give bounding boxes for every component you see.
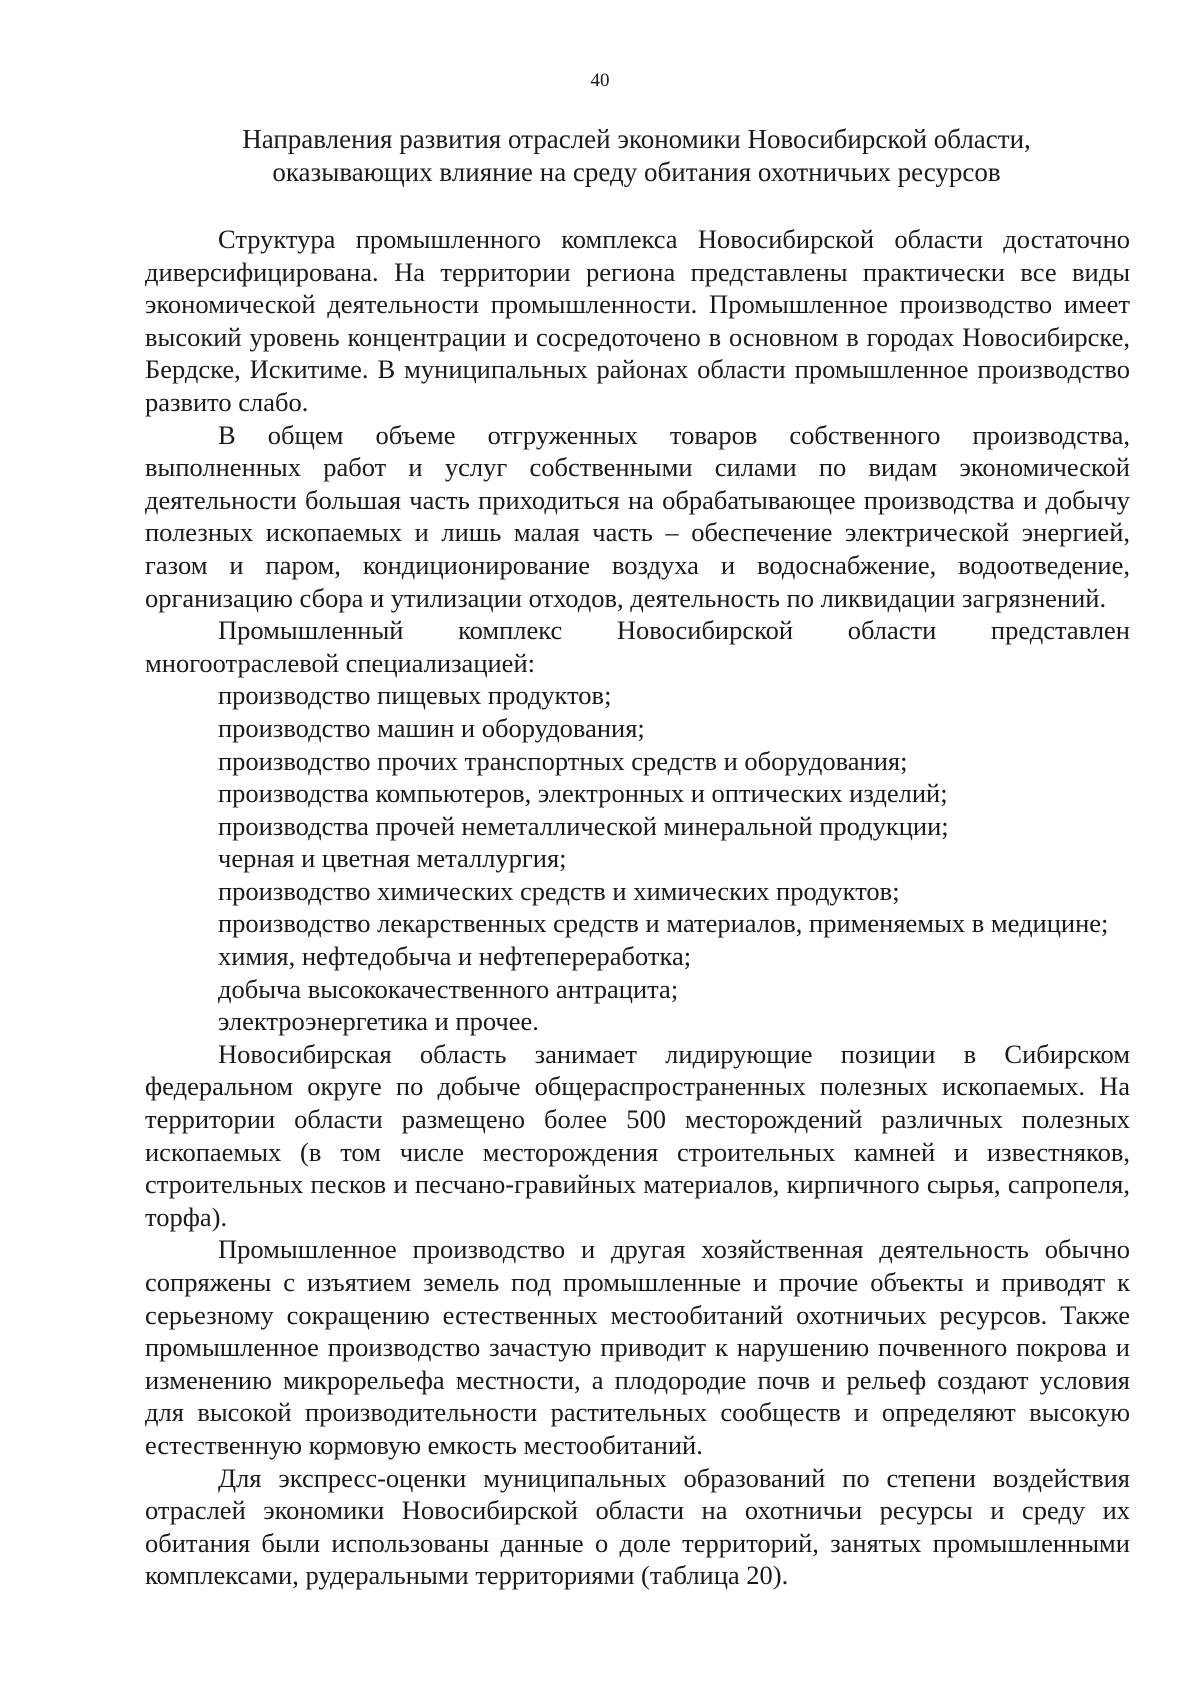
list-item: производство химических средств и химических продуктов;: [218, 875, 900, 906]
industry-list: [145, 679, 1130, 1038]
paragraph-specialization-intro: Промышленный комплекс Новосибирской области представлен многоотраслевой специализацией:: [145, 615, 1130, 678]
list-item: производство пищевых продуктов;: [218, 680, 612, 711]
section-title: [140, 123, 1133, 189]
page-number: 40: [590, 70, 610, 91]
list-item: добыча высококачественного антрацита;: [218, 973, 679, 1004]
list-item: производства компьютеров, электронных и оптических изделий;: [218, 778, 948, 809]
list-item: производство прочих транспортных средств и оборудования;: [218, 745, 908, 776]
section-title-line-2: оказывающих влияние на среду обитания охотничьих ресурсов: [272, 157, 1001, 187]
document-body: [145, 223, 1130, 1592]
list-item: черная и цветная металлургия;: [218, 843, 567, 874]
paragraph-industry-structure: Структура промышленного комплекса Новосибирской области достаточно диверсифицирована. На территории региона представлены практически все виды экономической деятельности промышленности. Промышленное производство имеет высокий уровень концентрации и сосредоточено в основном в городах Новосибирске, Бердске, Искитиме. В муниципальных районах области промышленное производство развито слабо.: [145, 224, 1130, 417]
list-item: химия, нефтедобыча и нефтепереработка;: [218, 941, 692, 972]
paragraph-shipped-goods: В общем объеме отгруженных товаров собственного производства, выполненных работ и услуг собственными силами по видам экономической деятельности большая часть приходиться на обрабатывающее производства и добычу полезных ископаемых и лишь малая часть – обеспечение электрической энергией, газом и паром, кондиционирование воздуха и водоснабжение, водоотведение, организацию сбора и утилизации отходов, деятельность по ликвидации загрязнений.: [145, 419, 1130, 613]
list-item: производства прочей неметаллической минеральной продукции;: [218, 810, 949, 841]
paragraph-habitat-impact: Промышленное производство и другая хозяйственная деятельность обычно сопряжены с изъятием земель под промышленные и прочие объекты и приводят к серьезному сокращению естественных местообитаний охотничьих ресурсов. Также промышленное производство зачастую приводит к нарушению почвенного покрова и изменению микрорельефа местности, а плодородие почв и рельеф создают условия для высокой производительности растительных сообществ и определяют высокую естественную кормовую емкость местообитаний.: [145, 1234, 1130, 1460]
list-item: производство лекарственных средств и материалов, применяемых в медицине;: [218, 908, 1109, 939]
section-title-line-1: Направления развития отраслей экономики Новосибирской области,: [242, 124, 1031, 154]
list-item: электроэнергетика и прочее.: [218, 1006, 539, 1037]
list-item: производство машин и оборудования;: [218, 712, 645, 743]
paragraph-express-assessment: Для экспресс-оценки муниципальных образований по степени воздействия отраслей экономики Новосибирской области на охотничьи ресурсы и среду их обитания были использованы данные о доле территорий, занятых промышленными комплексами, рудеральными территориями (таблица 20).: [145, 1462, 1130, 1591]
paragraph-mineral-resources: Новосибирская область занимает лидирующие позиции в Сибирском федеральном округе по добыче общераспространенных полезных ископаемых. На территории области размещено более 500 месторождений различных полезных ископаемых (в том числе месторождения строительных камней и известняков, строительных песков и песчано-гравийных материалов, кирпичного сырья, сапропеля, торфа).: [145, 1038, 1130, 1232]
